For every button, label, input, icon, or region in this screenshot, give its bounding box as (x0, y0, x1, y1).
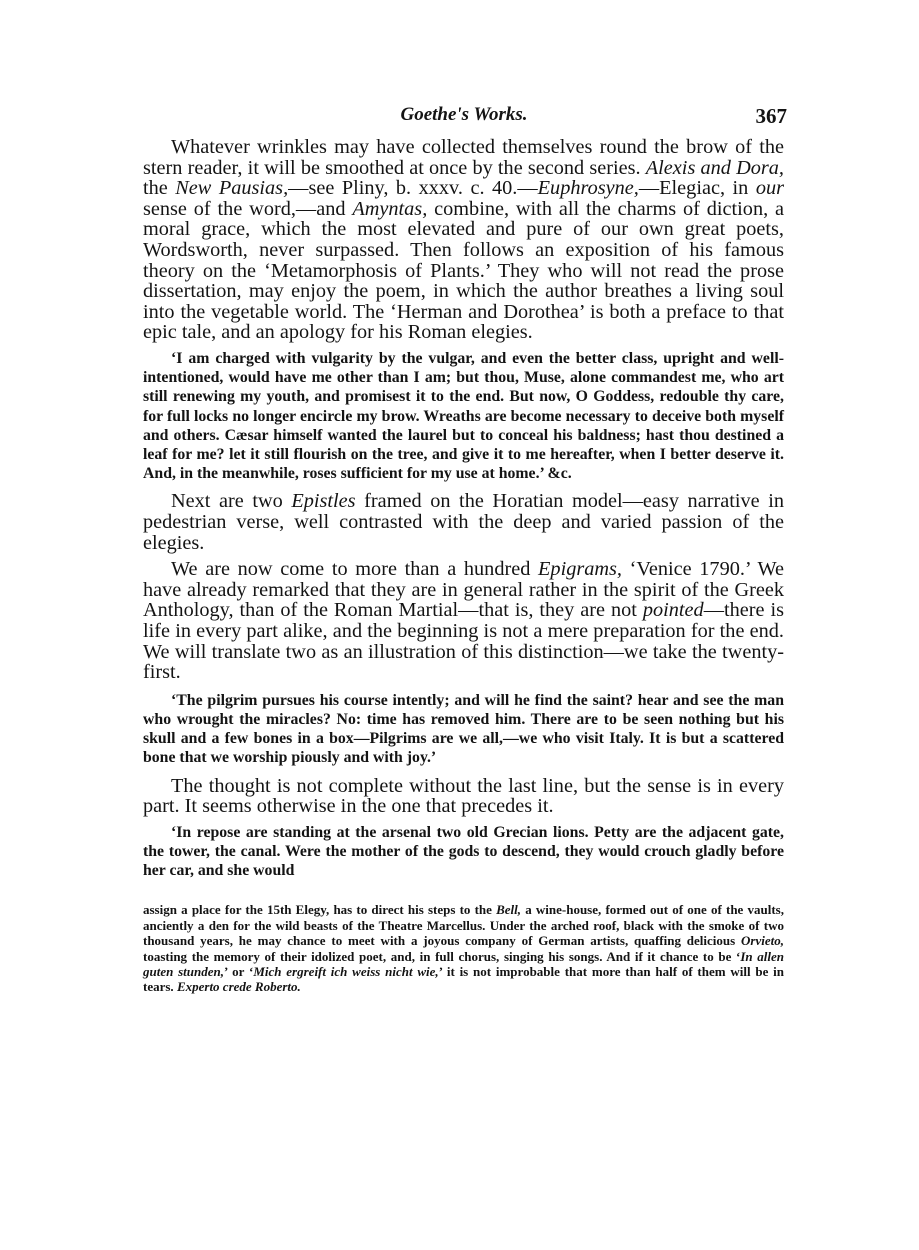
block-quote-lions: ‘In repose are standing at the arsenal two old Grecian lions. Petty are the adjacent gate, the tower, the canal. Were the mother of the gods to descend, they would crouch gladly before her car, and she would (143, 823, 784, 880)
paragraph-thought: The thought is not complete without the last line, but the sense is in every part. It seems otherwise in the one that precedes it. (143, 774, 784, 818)
paragraph-second-series: Whatever wrinkles may have collected themselves round the brow of the stern reader, it will be smoothed at once by the second series. Alexis and Dora, the New Pausias,—see Pliny, b. xxxv. c. 40.—Euphrosyne,—Elegiac, in our sense of the word,—and Amyntas, combine, with all the charms of diction, a moral grace, which the most elevated and pure of our own great poets, Wordsworth, never surpassed. Then follows an exposition of his famous theory on the ‘Metamorphosis of Plants.’ They who will not read the prose dissertation, may enjoy the poem, in which the author breathes a living soul into the vegetable world. The ‘Herman and Dorothea’ is both a preface to that epic tale, and an apology for his Roman elegies. (143, 136, 785, 344)
footnote: assign a place for the 15th Elegy, has to direct his steps to the Bell, a wine-house, formed out of one of the vaults, anciently a den for the wild beasts of the Theatre Marcellus. Under the arched roof, black with the smoke of two thousand years, he may chance to meet with a joyous company of German artists, quaffing delicious Orvieto, toasting the memory of their idolized poet, and, in full chorus, singing his songs. And if it chance to be ‘In allen guten stunden,’ or ‘Mich ergreift ich weiss nicht wie,’ it is not improbable that more than half of them will be in tears. Experto crede Roberto. (143, 902, 785, 995)
block-quote-muse: ‘I am charged with vulgarity by the vulgar, and even the better class, upright and well-intentioned, would have me other than I am; but thou, Muse, alone commandest me, who art still renewing my youth, and promisest it to the end. But now, O Goddess, redouble thy care, for full locks no longer encircle my brow. Wreaths are become necessary to deceive both myself and others. Cæsar himself wanted the laurel but to conceal his baldness; hast thou destined a leaf for me? let it still flourish on the tree, and give it to me hereafter, when I better deserve it. And, in the meanwhile, roses sufficient for my use at home.’ &c. (143, 349, 784, 483)
paragraph-epistles: Next are two Epistles framed on the Horatian model—easy narrative in pedestrian verse, well contrasted with the deep and varied passion of the elegies. (143, 490, 784, 554)
paragraph-epigrams: We are now come to more than a hundred Epigrams, ‘Venice 1790.’ We have already remarked that they are in general rather in the spirit of the Greek Anthology, than of the Roman Martial—that is, they are not pointed—there is life in every part alike, and the beginning is not a mere preparation for the end. We will translate two as an illustration of this distinction—we take the twenty-first. (143, 558, 785, 684)
block-quote-pilgrim: ‘The pilgrim pursues his course intently; and will he find the saint? hear and see the man who wrought the miracles? No: time has removed him. There are to be seen nothing but his skull and a few bones in a box—Pilgrims are we all,—we who visit Italy. It is but a scattered bone that we worship piously and with joy.’ (143, 691, 784, 767)
page-header (143, 104, 785, 134)
page-number: 367 (755, 104, 787, 128)
page-body (143, 137, 784, 995)
running-title: Goethe's Works. (400, 104, 528, 125)
